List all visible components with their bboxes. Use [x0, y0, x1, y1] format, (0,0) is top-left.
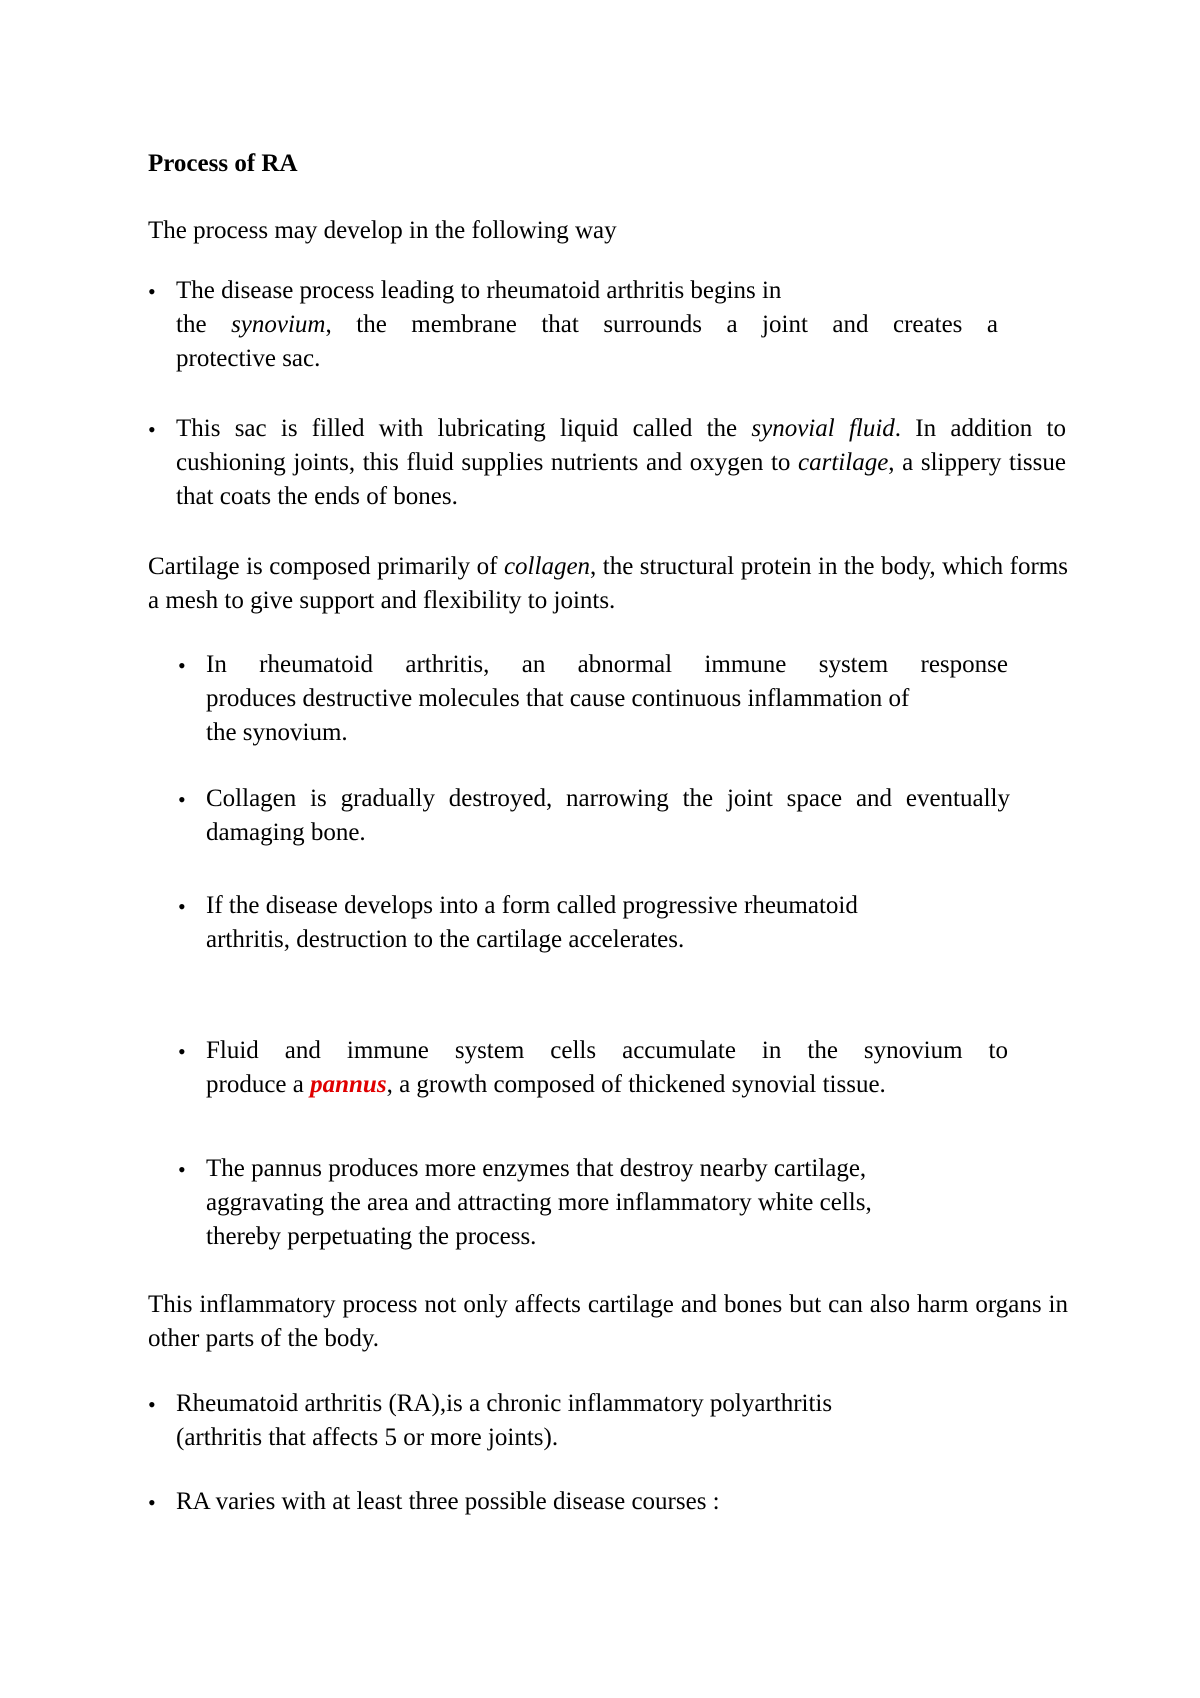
bullet-item-pannus	[206, 1034, 1008, 1102]
bullet-item-ra-definition	[176, 1387, 832, 1455]
bullet-marker: •	[178, 1157, 186, 1182]
bullet-line: Fluid and immune system cells accumulate in the synovium to	[206, 1037, 1008, 1064]
bullet-marker: •	[178, 787, 186, 812]
bullet-marker: •	[148, 279, 156, 304]
bullet-line: thereby perpetuating the process.	[206, 1223, 537, 1250]
document-title: Process of RA	[148, 150, 298, 177]
bullet-item-progressive-ra	[206, 889, 858, 957]
bullet-item-disease-courses: RA varies with at least three possible disease courses :	[176, 1488, 720, 1515]
intro-paragraph: The process may develop in the following way	[148, 217, 617, 244]
term-pannus: pannus	[310, 1071, 387, 1098]
bullet-marker: •	[148, 417, 156, 442]
bullet-line: Rheumatoid arthritis (RA),is a chronic inflammatory polyarthritis	[176, 1390, 833, 1417]
bullet-marker: •	[178, 894, 186, 919]
term-synovial-fluid: synovial fluid	[751, 415, 895, 442]
bullet-marker: •	[148, 1392, 156, 1417]
bullet-marker: •	[178, 653, 186, 678]
bullet-line: The pannus produces more enzymes that destroy nearby cartilage,	[206, 1155, 867, 1182]
term-collagen: collagen	[503, 553, 591, 580]
cartilage-paragraph: Cartilage is composed primarily of collagen, the structural protein in the body, which forms a mesh to give support and flexibility to joints.	[148, 553, 1068, 614]
bullet-item-collagen-destroyed: Collagen is gradually destroyed, narrowing the joint space and eventually damaging bone.	[206, 785, 1010, 846]
bullet-line: the synovium, the membrane that surrounds a joint and creates a	[176, 311, 999, 338]
bullet-line: produce a pannus, a growth composed of thickened synovial tissue.	[206, 1071, 886, 1098]
bullet-line: The disease process leading to rheumatoid arthritis begins in	[176, 277, 782, 304]
bullet-line: protective sac.	[176, 345, 321, 372]
bullet-item-immune-response	[206, 648, 1008, 750]
inflammatory-paragraph: This inflammatory process not only affects cartilage and bones but can also harm organs in other parts of the body.	[148, 1291, 1068, 1352]
bullet-item-synovial-fluid: This sac is filled with lubricating liquid called the synovial fluid. In addition to cushioning joints, this fluid supplies nutrients and oxygen to cartilage, a slippery tissue that coats the ends of bones.	[176, 415, 1066, 510]
bullet-line: If the disease develops into a form called progressive rheumatoid	[206, 892, 858, 919]
bullet-item-pannus-enzymes	[206, 1152, 872, 1254]
term-synovium: synovium	[231, 311, 326, 338]
term-cartilage: cartilage	[798, 449, 889, 476]
bullet-line: produces destructive molecules that cause continuous inflammation of	[206, 685, 910, 712]
bullet-line: arthritis, destruction to the cartilage accelerates.	[206, 926, 685, 953]
bullet-marker: •	[178, 1039, 186, 1064]
bullet-line: In rheumatoid arthritis, an abnormal immune system response	[206, 651, 1008, 678]
bullet-line: the synovium.	[206, 719, 348, 746]
bullet-item-synovium	[176, 274, 998, 376]
bullet-line: (arthritis that affects 5 or more joints).	[176, 1424, 559, 1451]
bullet-marker: •	[148, 1490, 156, 1515]
bullet-line: aggravating the area and attracting more inflammatory white cells,	[206, 1189, 872, 1216]
